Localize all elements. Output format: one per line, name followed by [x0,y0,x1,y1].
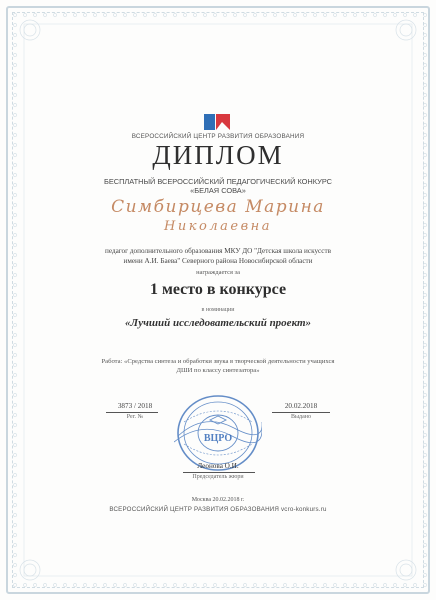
contest-line-1: БЕСПЛАТНЫЙ ВСЕРОССИЙСКИЙ ПЕДАГОГИЧЕСКИЙ КОНКУРС [103,177,333,186]
jury-chair-underline [183,472,255,473]
recipient-position [0,247,436,266]
work-line-2: ДШИ по классу синтезатора» [176,367,260,374]
organization-name: ВСЕРОССИЙСКИЙ ЦЕНТР РАЗВИТИЯ ОБРАЗОВАНИЯ [131,133,305,140]
vcro-flag-logo-icon [204,112,232,132]
jury-chair-name: Леонова О.И. [197,462,239,470]
position-line-2: имени А.И. Баева" Северного района Новосибирской области [123,256,313,265]
nomination-title: «Лучший исследовательский проект» [124,317,312,329]
recipient-patronymic: Николаевна [164,219,272,234]
issue-date-underline [272,412,330,413]
city-date: Москва 20.02.2018 г. [191,497,245,503]
diploma-title: ДИПЛОМ [152,140,284,170]
recipient-name: Симбирцева Марина [111,197,325,217]
stamp-center-text: ВЦРО [203,433,233,444]
awarded-label: награждается за [196,269,240,276]
award-place: 1 место в конкурсе [149,281,287,298]
registration-label: Рег. № [126,414,144,420]
contest-line-2: «БЕЛАЯ СОВА» [190,186,246,195]
footer-organization-site: ВСЕРОССИЙСКИЙ ЦЕНТР РАЗВИТИЯ ОБРАЗОВАНИЯ vcro-konkurs.ru [109,506,327,513]
work-title [0,357,436,375]
registration-number: 3873 / 2018 [117,402,153,410]
contest-name [0,177,436,195]
jury-chair-label: Председатель жюри [192,474,244,480]
nomination-label: в номинации [201,307,235,313]
registration-underline [106,412,158,413]
position-line-1: педагог дополнительного образования МКУ ДО "Детская школа искусств [105,247,331,255]
work-line-1: Работа: «Средства синтеза и обработки звука в творческой деятельности учащихся [101,358,335,365]
issue-date-label: Выдано [291,414,311,420]
issue-date: 20.02.2018 [284,402,318,410]
